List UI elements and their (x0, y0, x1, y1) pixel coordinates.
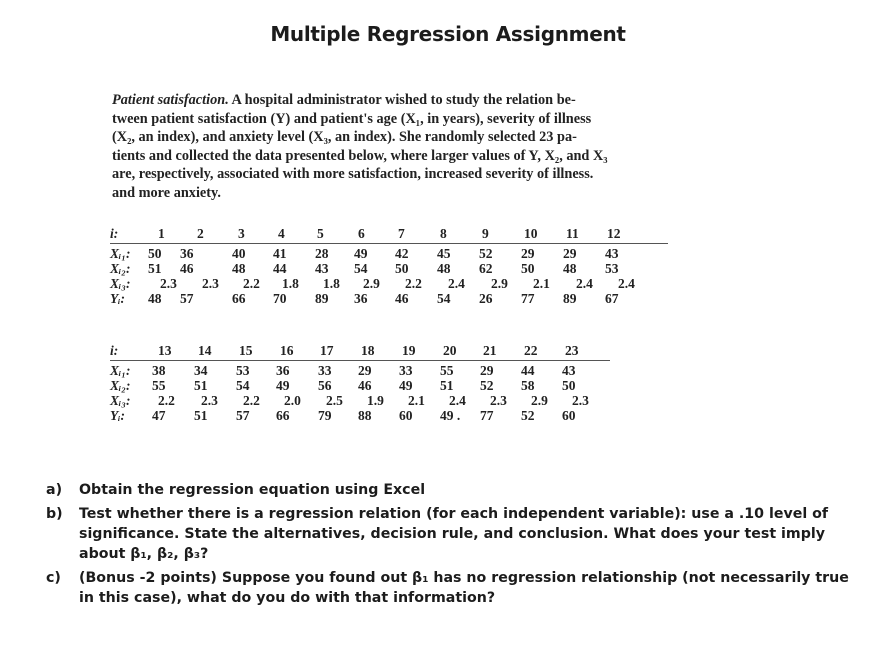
table-cell: 70 (273, 291, 287, 306)
table-cell: 2.4 (448, 276, 465, 291)
table-cell: 40 (232, 246, 246, 261)
table-cell: 48 (437, 261, 451, 276)
problem-line: tween patient satisfaction (Y) and patient's age (X₁, in years), severity of illness (112, 110, 592, 127)
table-cell: 8 (440, 226, 447, 241)
question-line: Obtain the regression equation using Excel (79, 482, 426, 498)
table-cell: 48 (563, 261, 577, 276)
table-cell: 2.0 (284, 393, 301, 408)
table-cell: 9 (482, 226, 489, 241)
table-cell: 51 (194, 408, 208, 423)
data-table-cases-1-12 (110, 226, 670, 306)
table-row-x1 (110, 246, 670, 261)
table-cell: 49 (354, 246, 368, 261)
table-cell: 55 (440, 363, 454, 378)
table-cell: 44 (273, 261, 287, 276)
table-cell: 2.9 (363, 276, 380, 291)
question-line: in this case), what do you do with that information? (79, 590, 496, 606)
table-cell: 1 (158, 226, 165, 241)
row-label: Xᵢ₁: (110, 246, 131, 261)
problem-line: and more anxiety. (112, 184, 221, 201)
table-row-x1 (110, 363, 670, 378)
table-cell: 88 (358, 408, 372, 423)
table-cell: 89 (315, 291, 329, 306)
table-header-rule (110, 360, 610, 361)
table-cell: 29 (521, 246, 535, 261)
table-cell: 34 (194, 363, 208, 378)
table-cell: 51 (148, 261, 162, 276)
problem-lead: Patient satisfaction. (112, 92, 229, 108)
table-cell: 20 (443, 343, 457, 358)
table-cell: 55 (152, 378, 166, 393)
table-cell: 2.4 (576, 276, 593, 291)
table-cell: 33 (399, 363, 413, 378)
table-cell: 22 (524, 343, 538, 358)
table-cell: 2.5 (326, 393, 343, 408)
table-cell: 23 (565, 343, 579, 358)
table-cell: 1.8 (282, 276, 299, 291)
table-cell: 50 (521, 261, 535, 276)
table-cell: 29 (358, 363, 372, 378)
table-cell: 47 (152, 408, 166, 423)
table-cell: 54 (354, 261, 368, 276)
table-cell: 77 (521, 291, 535, 306)
problem-line: (X₂, an index), and anxiety level (X₃, an index). She randomly selected 23 pa- (112, 129, 577, 146)
table-cell: 16 (280, 343, 294, 358)
table-cell: 89 (563, 291, 577, 306)
table-row-x3 (110, 393, 670, 408)
table-cell: 77 (480, 408, 494, 423)
table-cell: 56 (318, 378, 332, 393)
table-cell: 50 (562, 378, 576, 393)
question-marker: c) (46, 570, 61, 586)
table-cell: 42 (395, 246, 409, 261)
table-cell: 1.9 (367, 393, 384, 408)
table-cell: 66 (276, 408, 290, 423)
table-cell: 2.9 (491, 276, 508, 291)
table-cell: 43 (315, 261, 329, 276)
table-cell: 13 (158, 343, 172, 358)
question-a (46, 480, 876, 500)
table-cell: 2.1 (408, 393, 425, 408)
question-line: about β₁, β₂, β₃? (79, 546, 209, 562)
table-cell: 11 (566, 226, 579, 241)
table-cell: 50 (148, 246, 162, 261)
table-cell: 28 (315, 246, 329, 261)
table-cell: 41 (273, 246, 287, 261)
row-label: Yᵢ: (110, 408, 126, 423)
table-cell: 2.4 (449, 393, 466, 408)
table-cell: 2.3 (572, 393, 589, 408)
row-label: Xᵢ₁: (110, 363, 131, 378)
row-label: i: (110, 226, 119, 241)
table-cell: 14 (198, 343, 212, 358)
table-cell: 57 (180, 291, 194, 306)
table-row-x3 (110, 276, 670, 291)
table-cell: 2.2 (405, 276, 422, 291)
row-label: Xᵢ₃: (110, 393, 131, 408)
table-cell: 17 (320, 343, 334, 358)
table-row-x2 (110, 261, 670, 276)
question-line: (Bonus -2 points) Suppose you found out β₁ has no regression relationship (not necessarily true (79, 570, 849, 586)
table-cell: 10 (524, 226, 538, 241)
table-cell: 43 (605, 246, 619, 261)
table-cell: 53 (236, 363, 250, 378)
table-cell: 3 (238, 226, 245, 241)
table-cell: 51 (194, 378, 208, 393)
table-cell: 66 (232, 291, 246, 306)
table-cell: 1.8 (323, 276, 340, 291)
table-cell: 50 (395, 261, 409, 276)
table-row-y (110, 291, 670, 306)
table-cell: 2.2 (243, 393, 260, 408)
row-label: Xᵢ₂: (110, 378, 131, 393)
table-cell: 15 (239, 343, 253, 358)
question-marker: a) (46, 482, 63, 498)
table-cell: 36 (276, 363, 290, 378)
table-cell: 5 (317, 226, 324, 241)
table-cell: 38 (152, 363, 166, 378)
table-cell: 19 (402, 343, 416, 358)
table-cell: 45 (437, 246, 451, 261)
table-cell: 60 (399, 408, 413, 423)
table-cell: 29 (480, 363, 494, 378)
table-cell: 2.1 (533, 276, 550, 291)
table-cell: 43 (562, 363, 576, 378)
table-cell: 18 (361, 343, 375, 358)
table-cell: 51 (440, 378, 454, 393)
table-cell: 52 (479, 246, 493, 261)
table-cell: 6 (358, 226, 365, 241)
table-cell: 79 (318, 408, 332, 423)
table-cell: 60 (562, 408, 576, 423)
table-cell: 2.2 (158, 393, 175, 408)
table-cell: 67 (605, 291, 619, 306)
problem-line: are, respectively, associated with more satisfaction, increased severity of illness. (112, 166, 594, 183)
table-row-x2 (110, 378, 670, 393)
table-cell: 62 (479, 261, 493, 276)
table-cell: 46 (395, 291, 409, 306)
question-line: significance. State the alternatives, decision rule, and conclusion. What does your test imply (79, 526, 825, 542)
table-cell: 48 (232, 261, 246, 276)
table-cell: 26 (479, 291, 493, 306)
problem-line: A hospital administrator wished to study the relation be- (228, 92, 576, 108)
table-cell: 33 (318, 363, 332, 378)
table-cell: 2.3 (160, 276, 177, 291)
table-cell: 44 (521, 363, 535, 378)
table-cell: 2.3 (201, 393, 218, 408)
table-cell: 54 (236, 378, 250, 393)
table-cell: 49 (399, 378, 413, 393)
page-title: Multiple Regression Assignment (270, 22, 626, 46)
table-cell: 57 (236, 408, 250, 423)
question-list (46, 480, 876, 612)
table-cell: 46 (180, 261, 194, 276)
table-cell: 2.2 (243, 276, 260, 291)
question-marker: b) (46, 506, 63, 522)
problem-statement (112, 91, 668, 203)
table-cell: 52 (521, 408, 535, 423)
table-row-y (110, 408, 670, 423)
question-c (46, 568, 876, 608)
row-label: Xᵢ₂: (110, 261, 131, 276)
table-cell: 49 (276, 378, 290, 393)
table-cell: 12 (607, 226, 621, 241)
table-cell: 21 (483, 343, 497, 358)
table-cell: 2.9 (531, 393, 548, 408)
question-line: Test whether there is a regression relation (for each independent variable): use a .10 level of (79, 506, 829, 522)
table-cell: 36 (354, 291, 368, 306)
row-label: Yᵢ: (110, 291, 126, 306)
row-label: Xᵢ₃: (110, 276, 131, 291)
table-header-rule (110, 243, 668, 244)
table-cell: 36 (180, 246, 194, 261)
row-label: i: (110, 343, 119, 358)
table-cell: 2.4 (618, 276, 635, 291)
table-cell: 49 . (440, 408, 461, 423)
table-cell: 48 (148, 291, 162, 306)
problem-line: tients and collected the data presented below, where larger values of Y, X₂, and X₃ (112, 147, 608, 164)
table-cell: 54 (437, 291, 451, 306)
table-cell: 58 (521, 378, 535, 393)
question-b (46, 504, 876, 564)
table-cell: 7 (398, 226, 405, 241)
table-cell: 4 (278, 226, 285, 241)
table-cell: 2 (197, 226, 204, 241)
table-cell: 46 (358, 378, 372, 393)
table-cell: 52 (480, 378, 494, 393)
table-cell: 53 (605, 261, 619, 276)
table-cell: 2.3 (202, 276, 219, 291)
table-cell: 2.3 (490, 393, 507, 408)
table-cell: 29 (563, 246, 577, 261)
data-table-cases-13-23 (110, 343, 670, 423)
